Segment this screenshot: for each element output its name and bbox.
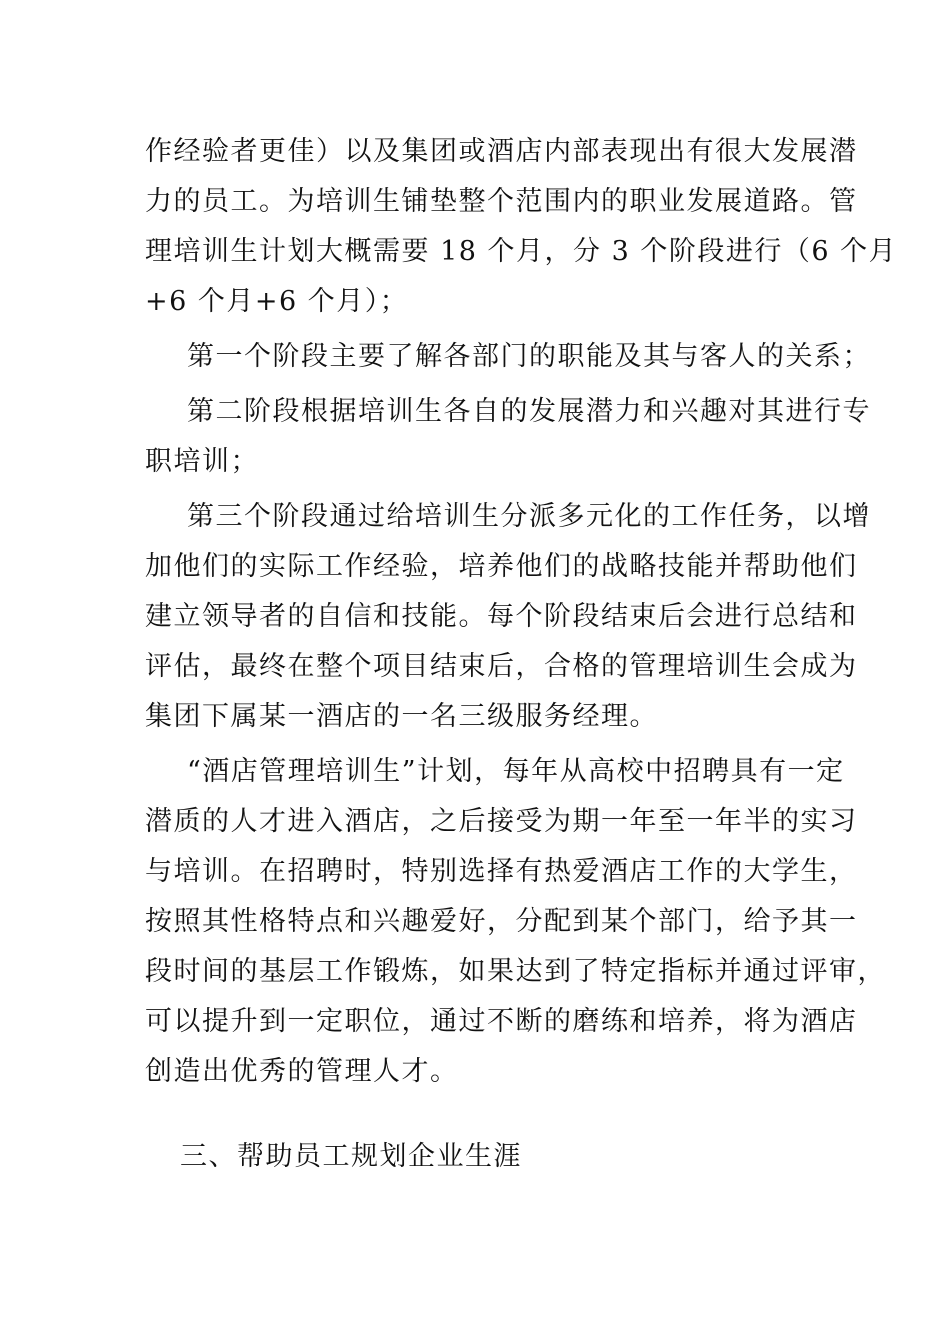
text-line: 建立领导者的自信和技能。每个阶段结束后会进行总结和 (145, 601, 858, 632)
text-line: 可以提升到一定职位，通过不断的磨练和培养，将为酒店 (145, 1006, 858, 1037)
paragraph-start-line: 第三个阶段通过给培训生分派多元化的工作任务，以增 (187, 501, 871, 532)
text-line: 评估，最终在整个项目结束后，合格的管理培训生会成为 (145, 651, 858, 682)
text-line: 加他们的实际工作经验，培养他们的战略技能并帮助他们 (145, 551, 858, 582)
text-line: 作经验者更佳）以及集团或酒店内部表现出有很大发展潜 (145, 136, 858, 167)
paragraph-start-line: 第二阶段根据培训生各自的发展潜力和兴趣对其进行专 (187, 396, 871, 427)
text-line: 段时间的基层工作锻炼，如果达到了特定指标并通过评审， (145, 956, 886, 987)
text-line: 集团下属某一酒店的一名三级服务经理。 (145, 701, 658, 732)
text-line: 按照其性格特点和兴趣爱好，分配到某个部门，给予其一 (145, 906, 858, 937)
text-line: 职培训； (145, 446, 259, 477)
text-line: 创造出优秀的管理人才。 (145, 1056, 459, 1087)
text-line: 与培训。在招聘时，特别选择有热爱酒店工作的大学生， (145, 856, 858, 887)
paragraph-start-line: “酒店管理培训生”计划，每年从高校中招聘具有一定 (187, 756, 845, 787)
section-heading: 三、帮助员工规划企业生涯 (180, 1141, 522, 1172)
text-line: 理培训生计划大概需要 18 个月，分 3 个阶段进行（6 个月 (145, 236, 898, 267)
paragraph-start-line: 第一个阶段主要了解各部门的职能及其与客人的关系； (187, 341, 871, 372)
text-line: 潜质的人才进入酒店，之后接受为期一年至一年半的实习 (145, 806, 858, 837)
text-line: 力的员工。为培训生铺垫整个范围内的职业发展道路。管 (145, 186, 858, 217)
text-line: +6 个月+6 个月）； (145, 286, 409, 317)
